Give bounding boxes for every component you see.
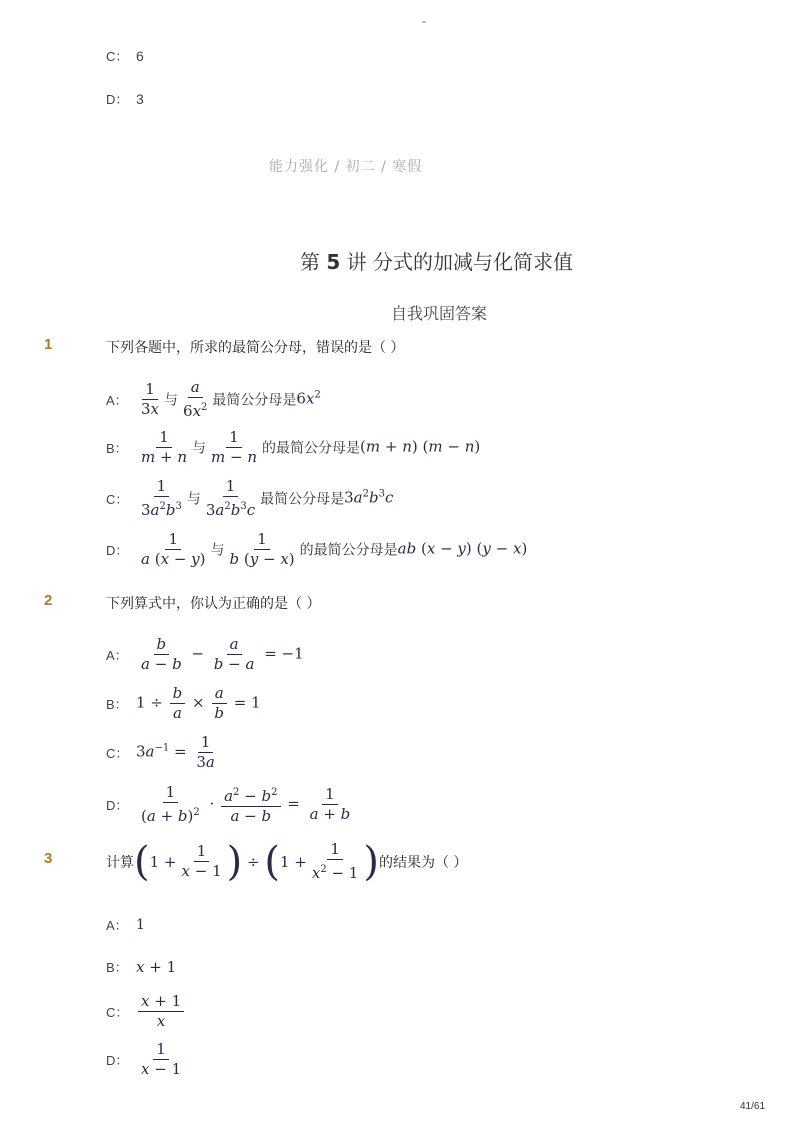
q3-option-d (106, 1040, 186, 1079)
question-number: 3 (44, 850, 53, 867)
question-text (106, 840, 467, 883)
question-text: 下列各题中，所求的最简公分母，错误的是（ ） (106, 340, 405, 356)
q1-option-a (106, 378, 321, 421)
option-math: $\frac{b}{a - b}$ − $\frac{a}{b - a}$ = −1 (141, 635, 304, 673)
q2-option-d (106, 783, 355, 826)
q1-option-b (106, 428, 480, 467)
q3-option-b (106, 957, 176, 976)
option-label: C： (106, 746, 129, 761)
connector-text: 最简公分母是 (260, 491, 345, 508)
option-label: C： (106, 1005, 129, 1020)
connector-text: 与 (164, 392, 179, 409)
option-math: $\frac{1}{3a^2b^3}$ 与 $\frac{1}{3a^2b^3c}$ 最简公分母是$3a^2b^3c$ (141, 477, 394, 519)
connector-text: 最简公分母是 (212, 392, 297, 409)
option-label: A： (106, 393, 128, 408)
connector-text: 与 (192, 440, 207, 457)
option-math: $\frac{1}{3x}$ 与 $\frac{a}{6x^2}$ 最简公分母是$6x^2$ (141, 378, 321, 420)
option-math: 1 ÷ $\frac{b}{a}$ × $\frac{a}{b}$ = 1 (136, 684, 261, 722)
q1-option-c (106, 477, 393, 520)
q2-option-a (106, 635, 304, 674)
option-value: 1 (136, 916, 145, 933)
question-number: 2 (44, 592, 53, 609)
title-prefix: 第 (300, 250, 320, 274)
option-label: D： (106, 543, 129, 558)
q2-option-c (106, 733, 220, 772)
option-math: $\frac{1}{(a + b)^2}$ · $\frac{a^2 - b^2}{a - b}$ = $\frac{1}{a + b}$ (141, 783, 351, 825)
question-text-prefix: 计算 (106, 854, 134, 871)
option-label: B： (106, 441, 128, 456)
top-mark: - (422, 14, 426, 28)
question-text-suffix: 的结果为（ ） (378, 854, 468, 871)
option-math: $3a^{-1}$ = $\frac{1}{3a}$ (136, 733, 215, 771)
question-number: 1 (44, 336, 53, 353)
option-label: C： (106, 492, 129, 507)
q3-option-c (106, 992, 186, 1031)
option-label: D： (106, 798, 129, 813)
q3-option-a (106, 915, 145, 934)
option-label: B： (106, 960, 128, 975)
q1-option-d (106, 530, 527, 569)
option-math: $\frac{1}{m + n}$ 与 $\frac{1}{m - n}$ 的最简公分母是(m + n) (m − n) (141, 428, 481, 466)
option-math: $\frac{1}{x - 1}$ (141, 1040, 182, 1078)
option-label: C： (106, 49, 129, 64)
option-label: A： (106, 648, 128, 663)
page-title (300, 246, 573, 275)
question-text: 下列算式中，你认为正确的是（ ） (106, 596, 321, 612)
page-number: 41/61 (740, 1101, 766, 1112)
prev-option-c (106, 46, 144, 65)
option-label: A： (106, 918, 128, 933)
q2-option-b (106, 684, 261, 723)
connector-text: 的最简公分母是 (262, 440, 361, 457)
option-math: x + 1 (136, 957, 177, 976)
option-math: $\frac{1}{a (x - y)}$ 与 $\frac{1}{b (y - x)}$ 的最简公分母是ab (x − y) (y − x) (141, 530, 528, 568)
breadcrumb: 能力强化 / 初二 / 寒假 (269, 159, 423, 175)
question-math: ( 1 + $\frac{1}{x - 1}$ ) ÷ ( 1 + $\frac{1}{x^2 - 1}$ ) (134, 838, 379, 885)
connector-text: 与 (186, 491, 201, 508)
title-number: 5 (326, 250, 341, 274)
option-value: 6 (136, 48, 144, 64)
title-suffix: 讲 分式的加减与化简求值 (346, 250, 573, 274)
connector-text: 的最简公分母是 (299, 542, 398, 559)
option-label: B： (106, 697, 128, 712)
prev-option-d (106, 89, 144, 108)
option-label: D： (106, 1053, 129, 1068)
connector-text: 与 (210, 542, 225, 559)
subtitle: 自我巩固答案 (391, 304, 488, 323)
option-value: 3 (136, 91, 144, 107)
option-math: $\frac{x + 1}{x}$ (136, 992, 186, 1031)
option-label: D： (106, 92, 129, 107)
